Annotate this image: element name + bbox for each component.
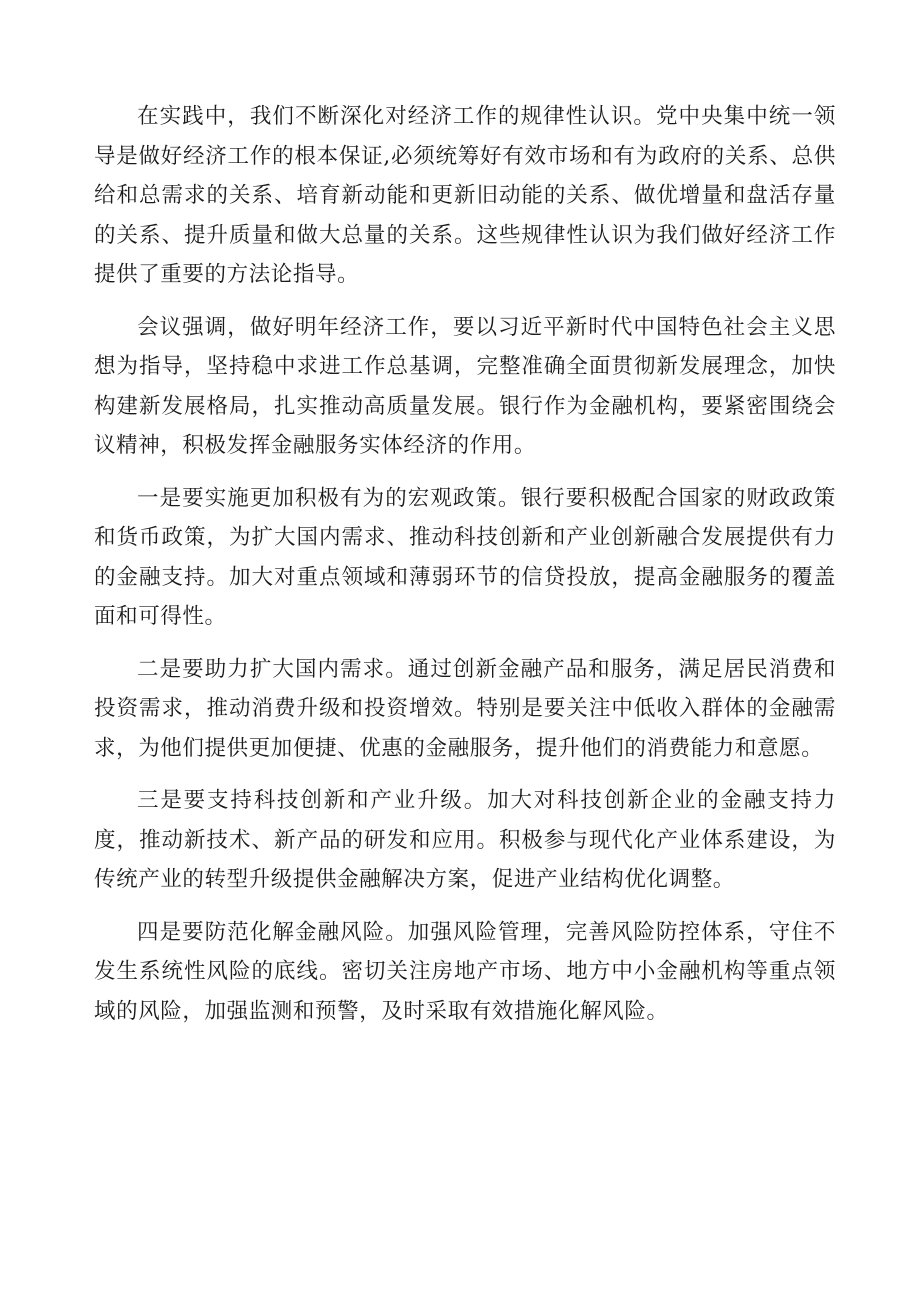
paragraph-point-four-financial-risk: 四是要防范化解金融风险。加强风险管理，完善风险防控体系，守住不发生系统性风险的底线。密切关注房地产市场、地方中小金融机构等重点领域的风险，加强监测和预警，及时采取有效措施化解风险。	[94, 919, 836, 1024]
paragraph-point-three-tech-innovation: 三是要支持科技创新和产业升级。加大对科技创新企业的金融支持力度，推动新技术、新产品的研发和应用。积极参与现代化产业体系建设，为传统产业的转型升级提供金融解决方案，促进产业结构优化调整。	[94, 788, 836, 892]
paragraph-point-two-domestic-demand: 二是要助力扩大国内需求。通过创新金融产品和服务，满足居民消费和投资需求，推动消费升级和投资增效。特别是要关注中低收入群体的金融需求，为他们提供更加便捷、优惠的金融服务，提升他们的消费能力和意愿。	[94, 656, 836, 761]
paragraph-practice-understanding: 在实践中，我们不断深化对经济工作的规律性认识。党中央集中统一领导是做好经济工作的根本保证,必须统筹好有效市场和有为政府的关系、总供给和总需求的关系、培育新动能和更新旧动能的关系、做优增量和盘活存量的关系、提升质量和做大总量的关系。这些规律性认识为我们做好经济工作提供了重要的方法论指导。	[94, 104, 836, 287]
paragraph-point-one-macro-policy: 一是要实施更加积极有为的宏观政策。银行要积极配合国家的财政政策和货币政策，为扩大国内需求、推动科技创新和产业创新融合发展提供有力的金融支持。加大对重点领域和薄弱环节的信贷投放，提高金融服务的覆盖面和可得性。	[94, 485, 836, 629]
document-body	[94, 97, 836, 1044]
paragraph-meeting-emphasis: 会议强调，做好明年经济工作，要以习近平新时代中国特色社会主义思想为指导，坚持稳中求进工作总基调，完整准确全面贯彻新发展理念，加快构建新发展格局，扎实推动高质量发展。银行作为金融机构，要紧密围绕会议精神，积极发挥金融服务实体经济的作用。	[94, 314, 836, 458]
